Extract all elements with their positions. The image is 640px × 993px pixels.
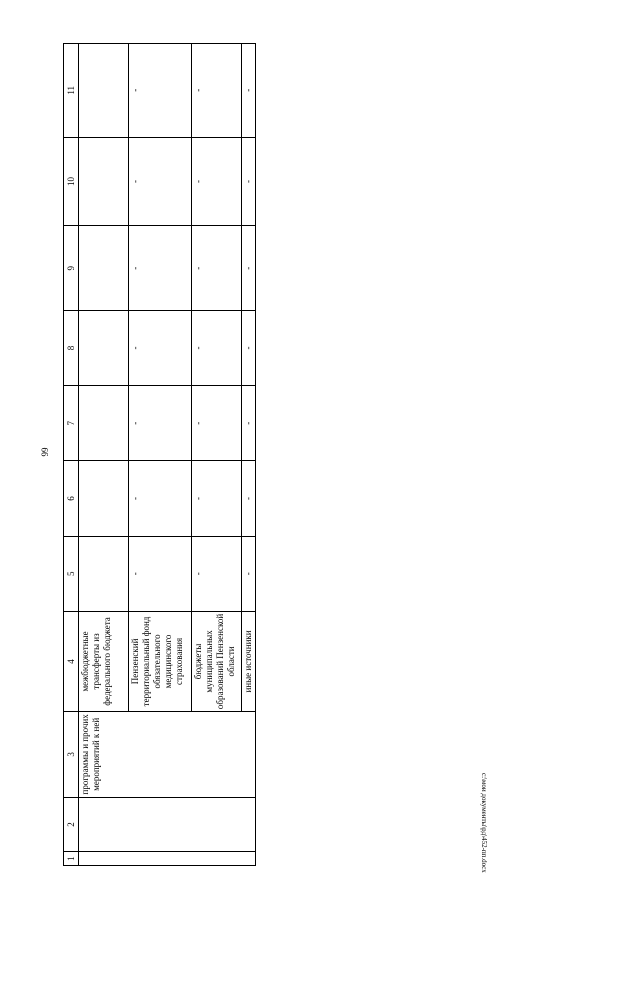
- value-cell: -: [191, 310, 241, 385]
- value-cell: -: [241, 44, 255, 138]
- value-cell: -: [241, 461, 255, 536]
- value-cell: -: [191, 226, 241, 310]
- cell-col1: [79, 852, 256, 866]
- page-number: 66: [39, 447, 50, 457]
- col-header-2: 2: [64, 797, 79, 852]
- value-cell: [79, 536, 129, 611]
- col-header-5: 5: [64, 536, 79, 611]
- col-header-9: 9: [64, 226, 79, 310]
- value-cell: -: [191, 137, 241, 226]
- col-header-6: 6: [64, 461, 79, 536]
- cell-col2: [79, 797, 256, 852]
- value-cell: -: [191, 536, 241, 611]
- header-row: [64, 44, 79, 866]
- col-header-3: 3: [64, 712, 79, 798]
- value-cell: [79, 44, 129, 138]
- row-label: бюджеты муниципальных образований Пензенской области: [191, 611, 241, 711]
- value-cell: -: [241, 137, 255, 226]
- col-header-4: 4: [64, 611, 79, 711]
- value-cell: -: [191, 461, 241, 536]
- value-cell: -: [241, 310, 255, 385]
- value-cell: -: [129, 386, 191, 461]
- value-cell: -: [241, 386, 255, 461]
- col-header-11: 11: [64, 44, 79, 138]
- value-cell: -: [129, 44, 191, 138]
- row-label: межбюджетные трансферты из федерального бюджета: [79, 611, 129, 711]
- value-cell: [79, 137, 129, 226]
- value-cell: [79, 310, 129, 385]
- cell-program-label: программы и прочих мероприятий к ней: [79, 712, 256, 798]
- col-header-8: 8: [64, 310, 79, 385]
- value-cell: [79, 461, 129, 536]
- row-label: иные источники: [241, 611, 255, 711]
- row-label: Пензенский территориальный фонд обязательного медицинского страхования: [129, 611, 191, 711]
- value-cell: -: [129, 226, 191, 310]
- col-header-10: 10: [64, 137, 79, 226]
- value-cell: -: [241, 536, 255, 611]
- table-row: [79, 44, 129, 866]
- value-cell: -: [129, 137, 191, 226]
- col-header-7: 7: [64, 386, 79, 461]
- rotated-table-wrapper: [63, 43, 256, 866]
- value-cell: -: [191, 44, 241, 138]
- value-cell: [79, 226, 129, 310]
- value-cell: -: [129, 536, 191, 611]
- value-cell: [79, 386, 129, 461]
- footer-file-path: c:\мои документы\рд\452-пп.docx: [480, 773, 488, 873]
- col-header-1: 1: [64, 852, 79, 866]
- value-cell: -: [129, 461, 191, 536]
- value-cell: -: [241, 226, 255, 310]
- finance-table: [63, 43, 256, 866]
- value-cell: -: [191, 386, 241, 461]
- value-cell: -: [129, 310, 191, 385]
